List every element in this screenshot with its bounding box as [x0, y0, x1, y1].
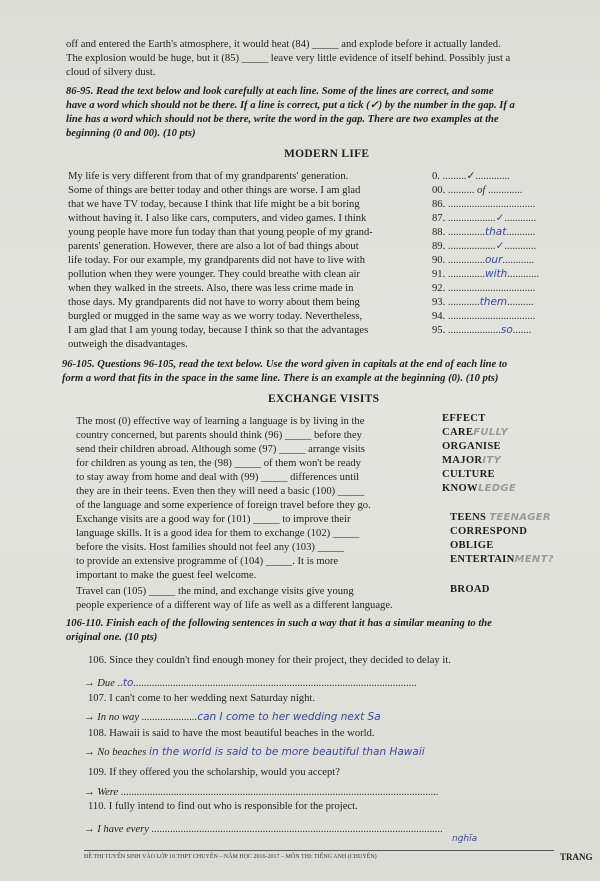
answer-row[interactable]: 90. ..............our............ — [432, 254, 535, 266]
base-word: EFFECT — [442, 413, 486, 424]
text-line: those days. My grandparents did not have to worry about them being — [68, 297, 360, 308]
text-line: The most (0) effective way of learning a language is by living in the — [76, 416, 365, 427]
answer-number: 95. — [432, 325, 446, 336]
text-line: Some of things are better today and other things are worse. I am glad — [68, 185, 361, 196]
base-word: ORGANISE — [442, 441, 501, 452]
answer-row[interactable]: 88. ..............that........... — [432, 226, 536, 238]
answer-row[interactable]: 94. ................................. — [432, 311, 536, 322]
answer-fill: ✓ — [495, 212, 505, 224]
sec2-title: EXCHANGE VISITS — [268, 393, 380, 405]
answer-fill: with — [484, 268, 508, 280]
sec1-instruction: beginning (0 and 00). (10 pts) — [66, 128, 196, 139]
text-line: to stay away from home and deal with (99) _____ differences until — [76, 472, 360, 483]
base-word: KNOWLEDGE — [442, 483, 516, 494]
answer-fill: ✓ — [495, 240, 505, 252]
answer-row[interactable]: 87. ..................✓............ — [432, 212, 537, 224]
rewrite-line[interactable]: → I have every .............................................................................................................. — [84, 824, 443, 835]
answer-fill: of — [477, 185, 486, 196]
text-line: country concerned, but parents should think (96) _____ before they — [76, 430, 362, 441]
base-word: TEENS TEENAGER — [450, 512, 551, 523]
intro-line: The explosion would be huge, but it (85) _____ leave very little evidence of itself behind. Possibly just a — [66, 53, 511, 64]
text-line: people experience of a different way of life as well as a different language. — [76, 600, 393, 611]
rewrite-line[interactable]: → Were ........................................................................................................................ — [84, 787, 439, 798]
footer-text: ĐỀ THI TUYỂN SINH VÀO LỚP 10 THPT CHUYÊN – NĂM HỌC 2016-2017 – MÔN THI: TIẾNG ANH (CHUYÊN) — [84, 854, 377, 860]
text-line: pollution when they were younger. They could breathe with clean air — [68, 269, 360, 280]
answer-number: 92. — [432, 283, 446, 294]
text-line: young people have more fun today than that young people of my grand- — [68, 227, 373, 238]
base-word: BROAD — [450, 584, 490, 595]
base-word: CORRESPOND — [450, 526, 528, 537]
rewrite-line[interactable]: → Due ..to........................................................................................................... — [84, 677, 417, 689]
answer-row[interactable]: 89. ..................✓............ — [432, 240, 537, 252]
answer-number: 87. — [432, 213, 446, 224]
answer-fill: our — [484, 254, 503, 266]
sec3-instruction: original one. (10 pts) — [66, 632, 158, 643]
sec2-instruction: 96-105. Questions 96-105, read the text below. Use the word given in capitals at the end of each line to — [62, 359, 508, 370]
answer-number: 93. — [432, 297, 446, 308]
answer-row[interactable]: 92. ................................. — [432, 283, 536, 294]
footer-rule — [84, 850, 554, 851]
answer-row[interactable]: 00. .......... of ............. — [432, 185, 523, 196]
text-line: outweigh the disadvantages. — [68, 339, 188, 350]
text-line: Exchange visits are a good way for (101) _____ to improve their — [76, 514, 351, 525]
page-label: TRANG — [560, 852, 593, 862]
answer-number: 94. — [432, 311, 446, 322]
answer-fill: ✓ — [466, 171, 476, 182]
sec3-instruction: 106-110. Finish each of the following sentences in such a way that it has a similar meaning to the — [66, 618, 492, 629]
answer-row[interactable]: 95. ....................so....... — [432, 324, 532, 336]
text-line: they are in their teens. Even then they will need a basic (100) _____ — [76, 486, 365, 497]
text-line: important to make the guest feel welcome. — [76, 570, 257, 581]
answer-row[interactable]: 86. ................................. — [432, 199, 536, 210]
answer-fill: them — [479, 296, 508, 308]
text-line: My life is very different from that of my grandparents' generation. — [68, 171, 349, 182]
answer-number: 88. — [432, 227, 446, 238]
text-line: before the visits. Host families should not feel any (103) _____ — [76, 542, 345, 553]
question-110: 110. I fully intend to find out who is responsible for the project. — [88, 801, 358, 812]
intro-line: cloud of silvery dust. — [66, 67, 156, 78]
answer-row[interactable]: 0. .........✓............. — [432, 171, 510, 182]
text-line: I am glad that I am young today, because I think so that the advantages — [68, 325, 369, 336]
text-line: that we have TV today, because I think that life might be a bit boring — [68, 199, 360, 210]
handwritten-answer: can I come to her wedding next Sa — [197, 711, 381, 723]
answer-fill: that — [484, 226, 507, 238]
question-108: 108. Hawaii is said to have the most beautiful beaches in the world. — [88, 728, 375, 739]
answer-number: 00. — [432, 185, 446, 196]
sec1-title: MODERN LIFE — [284, 148, 370, 160]
sec2-instruction: form a word that fits in the space in the same line. There is an example at the beginning (0). (10 pts) — [62, 373, 499, 384]
answer-number: 86. — [432, 199, 446, 210]
text-line: burgled or mugged in the same way as we worry today. Nevertheless, — [68, 311, 363, 322]
intro-line: off and entered the Earth's atmosphere, it would heat (84) _____ and explode before it actually landed. — [66, 39, 501, 50]
text-line: to provide an extensive programme of (104) _____. It is more — [76, 556, 339, 567]
text-line: when they walked in the streets. Also, there was less crime made in — [68, 283, 354, 294]
text-line: send their children abroad. Although some (97) _____ arrange visits — [76, 444, 365, 455]
base-word: OBLIGE — [450, 540, 494, 551]
text-line: for children as young as ten, the (98) _____ of them won't be ready — [76, 458, 361, 469]
text-line: of the language and some experience of foreign travel before they go. — [76, 500, 371, 511]
rewrite-line[interactable]: → No beaches in the world is said to be more beautiful than Hawaii — [84, 746, 425, 758]
answer-number: 89. — [432, 241, 446, 252]
question-107: 107. I can't come to her wedding next Saturday night. — [88, 693, 315, 704]
answer-row[interactable]: 93. ............them.......... — [432, 296, 534, 308]
handwritten-note: nghĩa — [452, 834, 478, 844]
text-line: parents' generation. However, there are also a lot of bad things about — [68, 241, 359, 252]
text-line: without having it. I also like cars, computers, and video games. I think — [68, 213, 367, 224]
text-line: Travel can (105) _____ the mind, and exchange visits give young — [76, 586, 354, 597]
handwritten-answer: in the world is said to be more beautiful than Hawaii — [149, 746, 425, 758]
question-106: 106. Since they couldn't find enough money for their project, they decided to delay it. — [88, 655, 451, 666]
base-word: CAREFULLY — [442, 427, 509, 438]
base-word: CULTURE — [442, 469, 495, 480]
answer-row[interactable]: 91. ..............with............ — [432, 268, 540, 280]
base-word: MAJORITY — [442, 455, 502, 466]
answer-number: 91. — [432, 269, 446, 280]
text-line: language skills. It is a good idea for them to exchange (102) _____ — [76, 528, 360, 539]
sec1-instruction: 86-95. Read the text below and look carefully at each line. Some of the lines are correct, and some — [66, 86, 494, 97]
answer-number: 90. — [432, 255, 446, 266]
sec1-instruction: line has a word which should not be there, write the word in the gap. There are two examples at the — [66, 114, 499, 125]
base-word: ENTERTAINMENT? — [450, 554, 554, 565]
rewrite-line[interactable]: → In no way .....................can I come to her wedding next Sa — [84, 711, 381, 723]
handwritten-answer: to — [122, 677, 134, 689]
answer-fill: so — [500, 324, 513, 336]
answer-number: 0. — [432, 171, 440, 182]
sec1-instruction: have a word which should not be there. If a line is correct, put a tick (✓) by the number in the gap. If a — [66, 100, 515, 111]
question-109: 109. If they offered you the scholarship, would you accept? — [88, 767, 340, 778]
text-line: life today. For our example, my grandparents did not have to live with — [68, 255, 366, 266]
